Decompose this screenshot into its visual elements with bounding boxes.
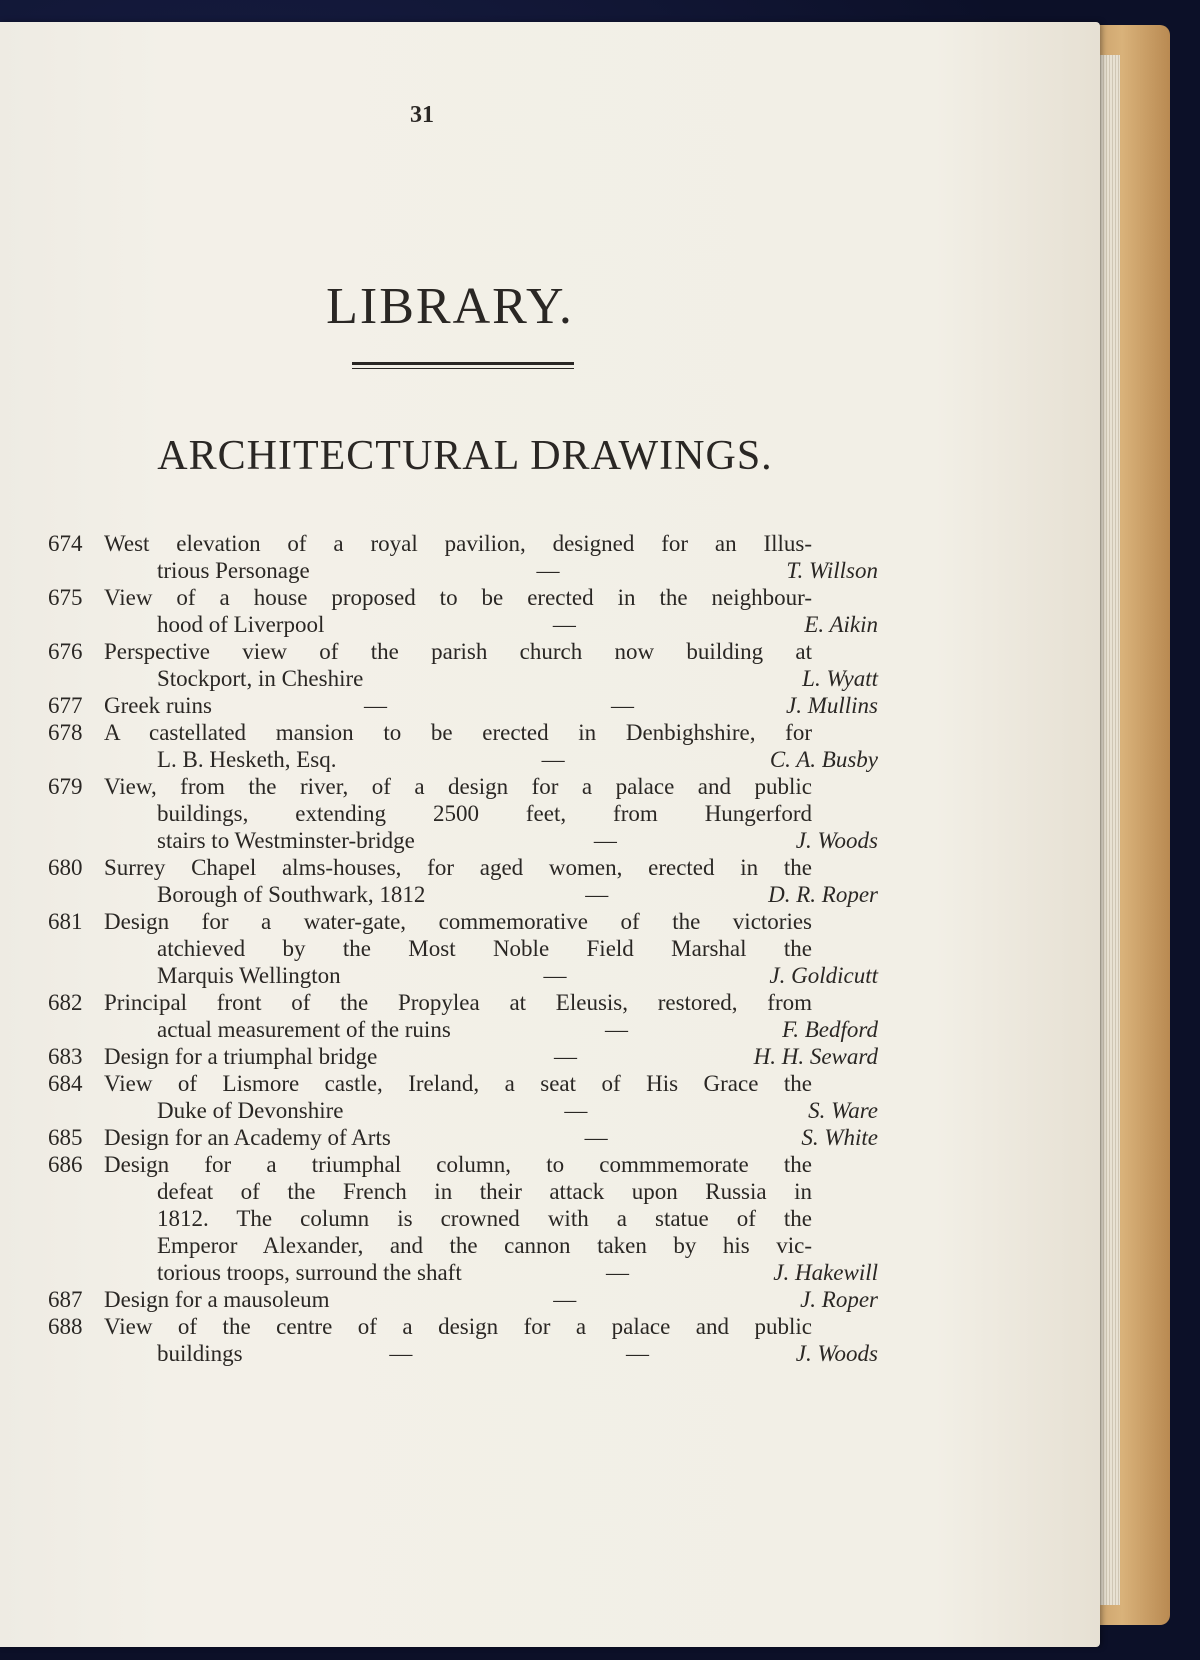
- catalogue-entry: [48, 719, 878, 773]
- catalogue-entry: [48, 1070, 878, 1124]
- leader-dash: —: [564, 1098, 588, 1123]
- entry-description: Stockport, in Cheshire: [157, 666, 364, 691]
- entry-line: [48, 746, 878, 773]
- leader-dashes: [462, 1259, 774, 1286]
- entry-description: trious Personage: [157, 558, 310, 583]
- entry-number: 674: [48, 531, 83, 556]
- leader-dash: —: [553, 1287, 577, 1312]
- leader-dashes: [451, 1016, 782, 1043]
- entry-description: Principal front of the Propylea at Eleusis, restored, from: [104, 990, 812, 1015]
- entry-number: 677: [48, 693, 83, 718]
- catalogue-entry: [48, 773, 878, 854]
- catalogue-entry: [48, 638, 878, 692]
- entry-description: atchieved by the Most Noble Field Marshal the: [157, 936, 812, 961]
- entry-artist: S. Ware: [808, 1098, 878, 1123]
- catalogue-entries: [48, 530, 878, 1367]
- leader-dash: —: [541, 747, 565, 772]
- entry-number: 682: [48, 990, 83, 1015]
- leader-dashes: [391, 1124, 802, 1151]
- entry-description: stairs to Westminster-bridge: [157, 828, 415, 853]
- entry-line: [48, 638, 878, 665]
- entry-number: 688: [48, 1314, 83, 1339]
- catalogue-entry: [48, 530, 878, 584]
- entry-description: Design for a triumphal column, to commmemorate the: [104, 1152, 812, 1177]
- leader-dashes: [243, 1340, 796, 1367]
- leader-dashes: [425, 881, 768, 908]
- book-page: [0, 22, 1100, 1647]
- leader-dash: —: [605, 1260, 629, 1285]
- leader-dashes: [329, 1286, 800, 1313]
- entry-line: [48, 962, 878, 989]
- entry-line: [48, 1124, 878, 1151]
- leader-dash: —: [536, 558, 560, 583]
- entry-description: Emperor Alexander, and the cannon taken by his vic-: [157, 1233, 812, 1258]
- catalogue-entry: [48, 584, 878, 638]
- entry-artist: J. Hakewill: [773, 1260, 878, 1285]
- entry-artist: J. Mullins: [786, 693, 878, 718]
- leader-dash: —: [610, 693, 634, 718]
- entry-description: buildings, extending 2500 feet, from Hungerford: [157, 801, 812, 826]
- entry-description: A castellated mansion to be erected in Denbighshire, for: [104, 720, 812, 745]
- entry-artist: J. Roper: [800, 1287, 878, 1312]
- leader-dashes: [415, 827, 796, 854]
- entry-line: [48, 692, 878, 719]
- entry-description: L. B. Hesketh, Esq.: [157, 747, 337, 772]
- entry-description: View of the centre of a design for a palace and public: [104, 1314, 812, 1339]
- catalogue-entry: [48, 1124, 878, 1151]
- entry-artist: F. Bedford: [782, 1017, 878, 1042]
- entry-description: Design for a mausoleum: [104, 1287, 330, 1312]
- entry-artist: J. Goldicutt: [769, 963, 878, 988]
- entry-line: [48, 1232, 878, 1259]
- entry-artist: H. H. Seward: [753, 1044, 878, 1069]
- entry-line: [48, 1313, 878, 1340]
- catalogue-entry: [48, 908, 878, 989]
- leader-dash: —: [389, 1341, 413, 1366]
- entry-number: 684: [48, 1071, 83, 1096]
- leader-dashes: [377, 1043, 753, 1070]
- leader-dashes: [212, 692, 786, 719]
- entry-line: [48, 665, 878, 692]
- leader-dashes: [324, 611, 804, 638]
- entry-line: [48, 881, 878, 908]
- entry-description: buildings: [157, 1341, 243, 1366]
- entry-line: [48, 1178, 878, 1205]
- catalogue-entry: [48, 1313, 878, 1367]
- entry-description: Surrey Chapel alms-houses, for aged women, erected in the: [104, 855, 812, 880]
- entry-description: actual measurement of the ruins: [157, 1017, 451, 1042]
- entry-line: [48, 1340, 878, 1367]
- entry-line: [48, 1070, 878, 1097]
- entry-description: 1812. The column is crowned with a statue of the: [157, 1206, 812, 1231]
- entry-description: View of Lismore castle, Ireland, a seat of His Grace the: [104, 1071, 812, 1096]
- leader-dash: —: [604, 1017, 628, 1042]
- entry-artist: T. Willson: [786, 558, 878, 583]
- catalogue-entry: [48, 1151, 878, 1286]
- entry-line: [48, 611, 878, 638]
- entry-line: [48, 935, 878, 962]
- leader-dash: —: [625, 1341, 649, 1366]
- entry-description: defeat of the French in their attack upon Russia in: [157, 1179, 812, 1204]
- entry-description: Borough of Southwark, 1812: [157, 882, 426, 907]
- entry-description: torious troops, surround the shaft: [157, 1260, 462, 1285]
- entry-description: Design for a triumphal bridge: [104, 1044, 378, 1069]
- entry-number: 675: [48, 585, 83, 610]
- leader-dashes: [344, 1097, 809, 1124]
- leader-dashes: [337, 746, 770, 773]
- entry-line: [48, 1151, 878, 1178]
- entry-line: [48, 1286, 878, 1313]
- entry-description: West elevation of a royal pavilion, designed for an Illus-: [104, 531, 812, 556]
- entry-line: [48, 827, 878, 854]
- entry-number: 676: [48, 639, 83, 664]
- entry-line: [48, 1016, 878, 1043]
- entry-line: [48, 989, 878, 1016]
- entry-description: View of a house proposed to be erected in the neighbour-: [104, 585, 812, 610]
- entry-description: Greek ruins: [104, 693, 212, 718]
- entry-artist: E. Aikin: [804, 612, 878, 637]
- catalogue-entry: [48, 854, 878, 908]
- page-number: 31: [410, 102, 434, 128]
- entry-number: 679: [48, 774, 83, 799]
- entry-description: Design for an Academy of Arts: [104, 1125, 391, 1150]
- leader-dash: —: [543, 963, 567, 988]
- entry-line: [48, 854, 878, 881]
- title-rule: [352, 362, 574, 369]
- entry-line: [48, 1043, 878, 1070]
- entry-artist: J. Woods: [795, 828, 878, 853]
- entry-line: [48, 1259, 878, 1286]
- leader-dash: —: [584, 1125, 608, 1150]
- entry-line: [48, 557, 878, 584]
- entry-description: Marquis Wellington: [157, 963, 341, 988]
- leader-dashes: [310, 557, 787, 584]
- library-title: LIBRARY.: [326, 278, 574, 335]
- entry-artist: C. A. Busby: [769, 747, 878, 772]
- entry-line: [48, 800, 878, 827]
- leader-dashes: [341, 962, 770, 989]
- catalogue-entry: [48, 692, 878, 719]
- entry-description: Duke of Devonshire: [157, 1098, 344, 1123]
- entry-number: 683: [48, 1044, 83, 1069]
- catalogue-entry: [48, 1286, 878, 1313]
- entry-number: 680: [48, 855, 83, 880]
- entry-line: [48, 1205, 878, 1232]
- entry-number: 685: [48, 1125, 83, 1150]
- entry-number: 681: [48, 909, 83, 934]
- entry-line: [48, 719, 878, 746]
- catalogue-entry: [48, 989, 878, 1043]
- leader-dash: —: [554, 1044, 577, 1069]
- entry-line: [48, 584, 878, 611]
- entry-artist: D. R. Roper: [768, 882, 878, 907]
- entry-line: [48, 908, 878, 935]
- entry-artist: S. White: [801, 1125, 878, 1150]
- leader-dash: —: [593, 828, 617, 853]
- entry-line: [48, 1097, 878, 1124]
- entry-artist: J. Woods: [795, 1341, 878, 1366]
- entry-number: 678: [48, 720, 83, 745]
- entry-description: Design for a water-gate, commemorative of the victories: [104, 909, 812, 934]
- entry-line: [48, 773, 878, 800]
- entry-artist: L. Wyatt: [802, 666, 878, 691]
- entry-description: Perspective view of the parish church now building at: [104, 639, 812, 664]
- entry-number: 687: [48, 1287, 83, 1312]
- leader-dash: —: [585, 882, 609, 907]
- leader-dash: —: [363, 693, 387, 718]
- section-title: ARCHITECTURAL DRAWINGS.: [157, 433, 773, 479]
- entry-line: [48, 530, 878, 557]
- leader-dash: —: [552, 612, 576, 637]
- entry-number: 686: [48, 1152, 83, 1177]
- entry-description: View, from the river, of a design for a palace and public: [104, 774, 812, 799]
- catalogue-entry: [48, 1043, 878, 1070]
- entry-description: hood of Liverpool: [157, 612, 325, 637]
